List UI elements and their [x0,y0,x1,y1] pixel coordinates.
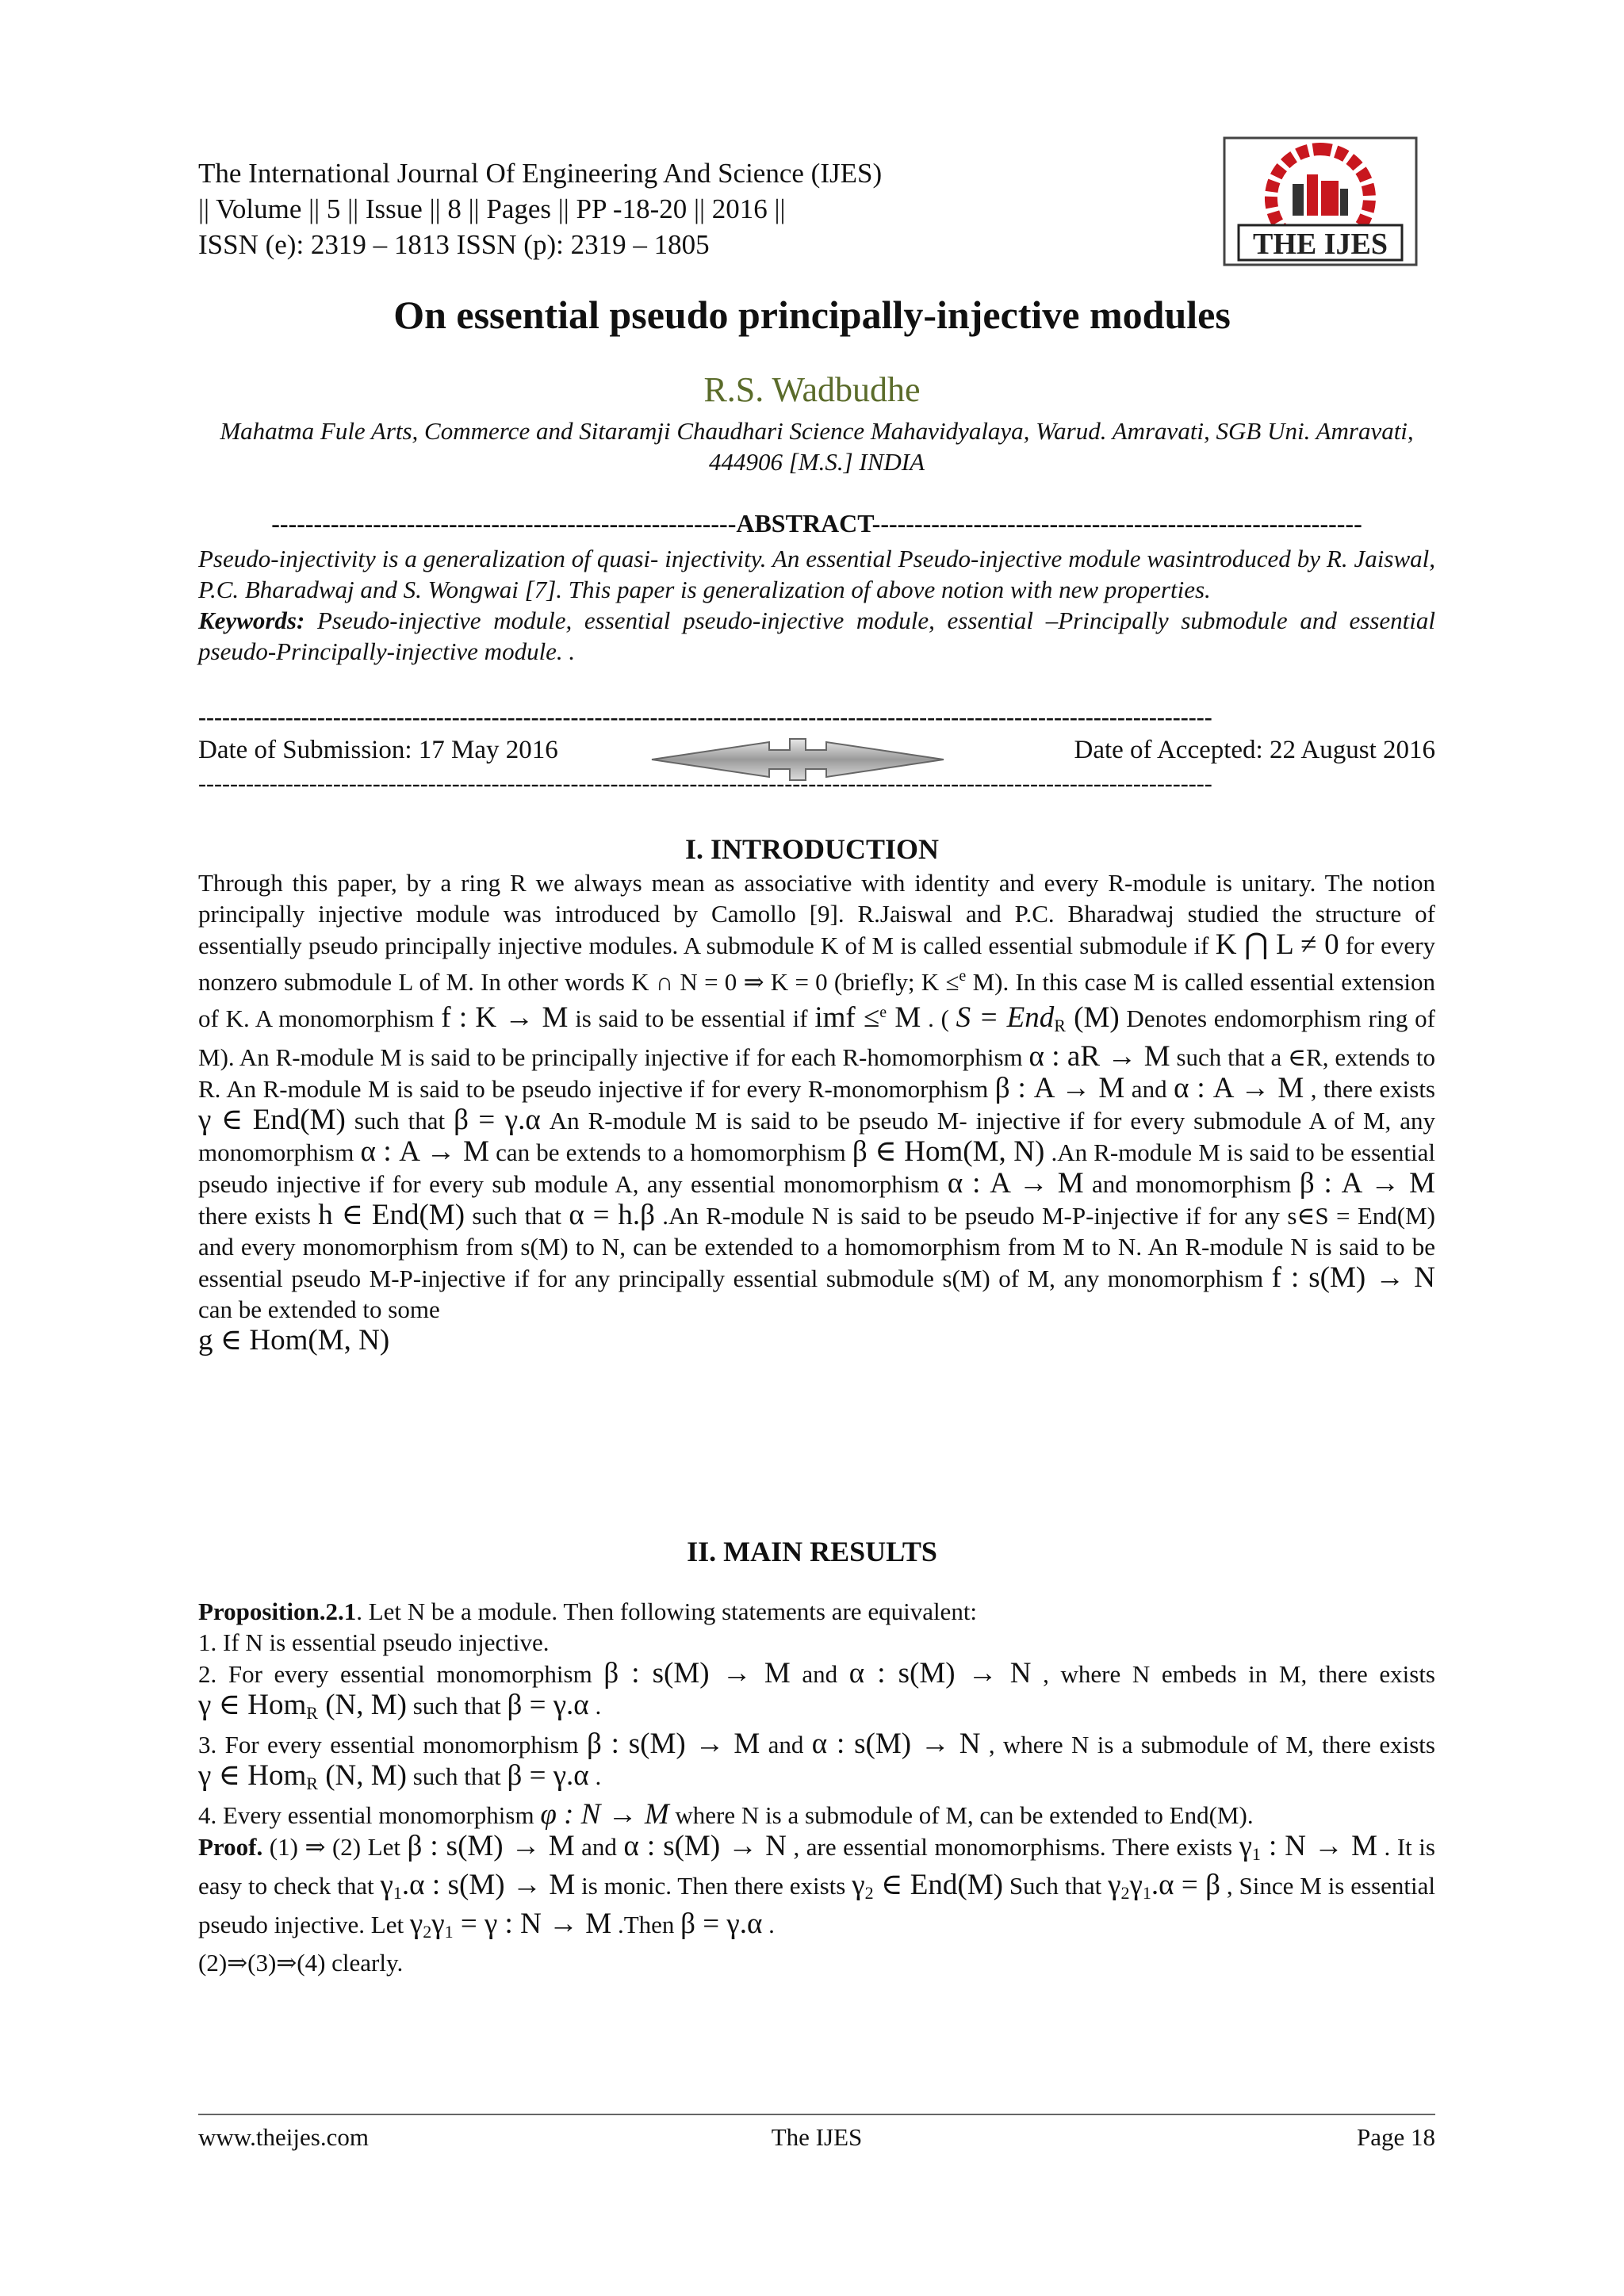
rule-top: -------------------------------------------------------------------------------------------------------------------------------- [198,704,1212,730]
proof: Proof. (1) ⇒ (2) Let β : s(M) → M and α : s(M) → N , are essential monomorphisms. There exists $\gamma_1$ : N → M . It is easy to check that $\gamma_1.\alpha$ : s(M) → M is monic. Then there exists $\gamma_2$ ∈ End(M) Such that $\gamma_2\gamma_1.\alpha = \beta$ , Since M is essential pseudo injective. Let $\gamma_2\gamma_1 = \gamma$ : N → M .Then β = γ.α . [198,1830,1436,1942]
intro-paragraph: Through this paper, by a ring R we always mean as associative with identity and every R-module is unitary. The notion principally injective module was introduced by Camollo [9]. R.Jaiswal and P.C. Bharadwaj studied the structure of essentially pseudo principally injective modules. A submodule K of M is called essential submodule if K ⋂ L ≠ 0 for every nonzero submodule L of M. In other words K ∩ N = 0 ⇒ K = 0 (briefly; K ≤$^e$ M). In this case M is called essential extension of K. A monomorphism f : K → M is said to be essential if imf ≤$^e$ M . ( S = End$_R$ (M) Denotes endomorphism ring of M). An R-module M is said to be principally injective if for each R-homomorphism α : aR → M such that a ∈R, extends to R. An R-module M is said to be pseudo injective if for every R-monomorphism β : A → M and α : A → M , there exists γ ∈ End(M) such that β = γ.α An R-module M is said to be pseudo M- injective if for every submodule A of M, any monomorphism α : A → M can be extends to a homomorphism β ∈ Hom(M, N) .An R-module M is said to be essential pseudo injective if for every sub module A, any essential monomorphism α : A → M and monomorphism β : A → M there exists h ∈ End(M) such that α = h.β .An R-module N is said to be pseudo M-P-injective if for any s∈S = End(M) and every monomorphism from s(M) to N, can be extended to a homomorphism from M to N. An R-module N is said to be essential pseudo M-P-injective if for any principally essential submodule s(M) of M, any monomorphism f : s(M) → N can be extended to some g ∈ Hom(M, N) [198,869,1436,1357]
proof-conclusion: (2)⇒(3)⇒(4) clearly. [198,1949,404,1976]
statement-4: 4. Every essential monomorphism φ : N → M where N is a submodule of M, can be extended to End(M). [198,1798,1254,1831]
abstract-text: Pseudo-injectivity is a generalization of quasi- injectivity. An essential Pseudo-injective module wasintroduced by R. Jaiswal, P.C. Bharadwaj and S. Wongwai [7]. This paper is generalization of above notion with new properties. [198,545,1435,603]
affiliation: Mahatma Fule Arts, Commerce and Sitaramji Chaudhari Science Mahavidyalaya, Warud. Amravati, SGB Uni. Amravati, 444906 [M.S.] INDIA [220,417,1414,476]
paper-title: On essential pseudo principally-injective modules [393,293,1231,337]
abstract-heading: -------------------------------------------------------ABSTRACT---------------------------------------------------------- [271,509,1362,538]
journal-header [198,155,882,262]
main-body [198,1596,1435,1978]
journal-name: The International Journal Of Engineering And Science (IJES) [198,158,883,189]
ijes-logo [1221,135,1419,268]
issn-line: ISSN (e): 2319 – 1813 ISSN (p): 2319 – 1805 [198,229,710,260]
abstract [198,543,1435,667]
keywords-label: Keywords: [198,607,305,634]
statement-3: 3. For every essential monomorphism β : s(M) → M and α : s(M) → N , where N is a submodule of M, there exists γ ∈ Hom$_R$ (N, M) such that β = γ.α . [198,1728,1435,1793]
author: R.S. Wadbudhe [703,370,921,409]
intro-body [198,867,1435,1357]
intro-heading: I. INTRODUCTION [684,833,940,865]
main-results-heading: II. MAIN RESULTS [687,1536,937,1567]
proposition: Proposition.2.1. Let N be a module. Then following statements are equivalent: [198,1598,978,1625]
footer-website[interactable]: www.theijes.com [198,2123,369,2151]
logo-text: THE IJES [1252,228,1388,261]
accepted-date: Date of Accepted: 22 August 2016 [1074,736,1435,764]
footer [198,2114,1435,2152]
volume-line: || Volume || 5 || Issue || 8 || Pages || PP -18-20 || 2016 || [198,193,786,224]
keywords-text: Pseudo-injective module, essential pseudo-injective module, essential –Principally submodule and essential pseudo-Principally-injective module. . [198,607,1435,665]
footer-journal: The IJES [771,2123,863,2151]
statement-1: 1. If N is essential pseudo injective. [198,1628,550,1656]
submission-date: Date of Submission: 17 May 2016 [198,736,558,764]
page-number: Page 18 [1356,2123,1435,2151]
rule-bottom: -------------------------------------------------------------------------------------------------------------------------------- [198,771,1212,797]
statement-2: 2. For every essential monomorphism β : s(M) → M and α : s(M) → N , where N embeds in M, there exists γ ∈ Hom$_R$ (N, M) such that β = γ.α . [198,1657,1435,1723]
keywords [198,605,1435,667]
